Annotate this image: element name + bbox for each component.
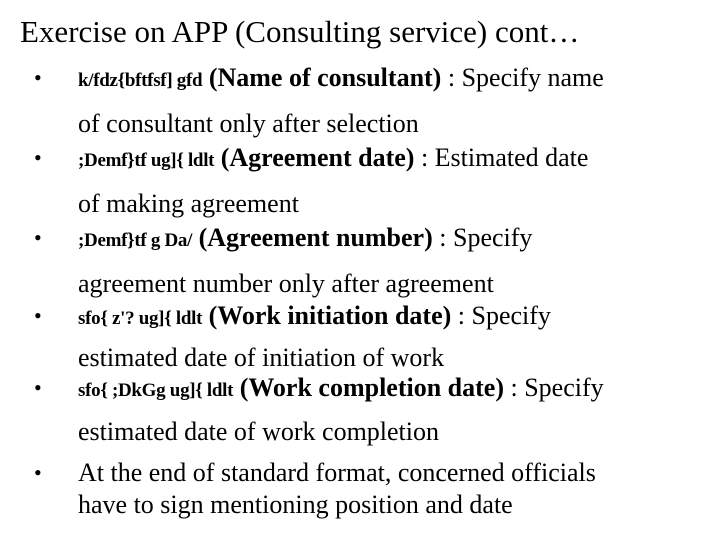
bullet-line-second: estimated date of initiation of work (78, 343, 445, 372)
bullet-line-second: of consultant only after selection (78, 109, 419, 138)
bullet-line-second: agreement number only after agreement (78, 269, 494, 298)
bullet-description: : Specify (504, 373, 604, 402)
bullet-line-first (78, 298, 551, 337)
bullet-dot: • (34, 303, 42, 328)
nepali-term: k/fdz{bftfsf] gfd (78, 70, 203, 91)
nepali-term: sfo{ ;DkGg ug]{ ldlt (78, 380, 234, 401)
bullet-description: : Specify name (441, 63, 604, 92)
english-term: (Agreement date) (220, 143, 415, 172)
bullet-dot: • (34, 65, 42, 90)
bullet-line-second: have to sign mentioning position and date (78, 490, 513, 519)
bullet-description: : Specify (432, 223, 533, 252)
english-term: (Work initiation date) (208, 301, 452, 330)
bullet-description: : Specify (451, 301, 551, 330)
bullet-line-first (78, 370, 604, 409)
nepali-term: ;Demf}tf ug]{ ldlt (78, 150, 215, 171)
nepali-term: sfo{ z'? ug]{ ldlt (78, 308, 203, 329)
bullet-line-first (78, 140, 588, 179)
slide-title: Exercise on APP (Consulting service) cont… (20, 14, 580, 49)
bullet-line-first (78, 220, 532, 259)
english-term: (Work completion date) (239, 373, 504, 402)
nepali-term: ;Demf}tf g Da/ (78, 230, 193, 251)
bullet-dot: • (34, 225, 42, 250)
bullet-description: : Estimated date (414, 143, 589, 172)
bullet-dot: • (34, 375, 42, 400)
bullet-dot: • (34, 145, 42, 170)
bullet-line-first: At the end of standard format, concerned officials (78, 458, 596, 487)
bullet-line-second: of making agreement (78, 189, 299, 218)
english-term: (Agreement number) (198, 223, 433, 252)
bullet-line-second: estimated date of work completion (78, 417, 440, 446)
bullet-dot: • (34, 460, 42, 485)
english-term: (Name of consultant) (208, 63, 442, 92)
bullet-line-first (78, 60, 604, 99)
